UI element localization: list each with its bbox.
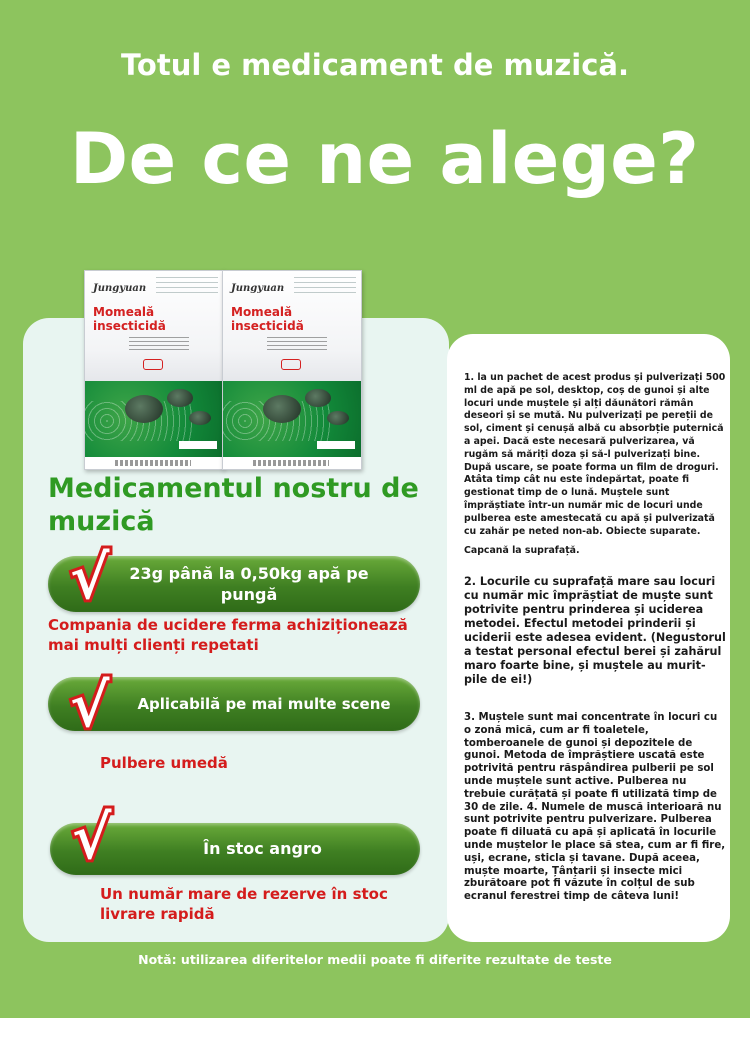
features-title: Medicamentul nostru de muzică [48,473,419,537]
product-package-image [222,270,362,470]
check-mark-icon: √ [72,803,112,873]
package-brand-logo: Jungyuan [93,283,147,294]
instructions-surface-trap-heading: Capcană la suprafață. [464,545,580,556]
check-mark-icon: √ [70,671,110,741]
feature-caption-wet-powder: Pulbere umedă [100,754,228,772]
package-brand-logo: Jungyuan [231,283,285,294]
check-mark-icon: √ [70,543,110,613]
feature-caption-repeat-clients: Compania de ucidere ferma achiziționează mai mulți clienți repetati [48,616,408,654]
fly-icon [327,411,349,425]
package-seal [143,359,163,370]
instructions-paragraph-3: 3. Muștele sunt mai concentrate în locuri cu o zonă mică, cum ar fi toaletele, tomberoanele de gunoi și depozitele de gunoi. Metoda de împrăștiere uscată este potrivită pentru răspândirea pulberii pe sol unde muștele sunt active. Pulberea nu trebuie curățată și poate fi utilizată timp de 30 de zile. 4. Numele de muscă interioară nu sunt potrivite pentru pulverizare. Pulberea poate fi diluată cu apă și aplicată în locurile unde muștelor le place să stea, cum ar fi fire, uși, ecrane, sticla și tavane. După aceea, muște moarte, Țânțarii și insecte mici zburătoare pot fi văzute în colțul de sub ecranul ferestrei timp de câteva luni! [464,712,726,903]
package-fine-print [156,277,218,295]
product-package-image [84,270,224,470]
fly-icon [125,395,163,423]
package-title: Momeală insecticidă [93,305,166,333]
footer-note: Notă: utilizarea diferitelor medii poate fi diferite rezultate de teste [138,952,612,967]
fly-icon [189,411,211,425]
package-fly-artwork [85,381,223,469]
feature-pill-dosage: 23g până la 0,50kg apă pe pungă [48,556,420,612]
instructions-paragraph-2: 2. Locurile cu suprafață mare sau locuri cu număr mic împrăștiat de muște sunt potrivite pentru prinderea și uciderea metodei. Efectul metodei prinderii și uciderii este adesea evident. (Negustorul a testat personal efectul berei și zahărul maro foarte bine, și muștele au murit-pile de ei!) [464,575,726,686]
package-subtitle-lines [129,337,189,351]
instructions-paragraph-1: 1. la un pachet de acest produs și pulverizați 500 ml de apă pe sol, desktop, coș de gunoi și alte locuri unde muștele și alți dăunători rămân deseori și se mută. Nu pulverizați pe pereții de sol, ciment și cenușă albă cu absorbție puternică a apei. Dacă este necesară pulverizarea, vă rugăm să măriți doza și să-l pulverizați bine. După uscare, se poate forma un film de droguri. Atâta timp cât nu este îndepărtat, poate fi gestionat timp de o lună. Muștele sunt împrăștiate într-un număr mic de locuri unde pulberea este amestecată cu apă și pulverizată cu zahăr pe neted non-ab. Obiecte suparate. [464,372,726,537]
feature-pill-stock: În stoc angro [50,823,420,875]
package-fine-print [294,277,356,295]
headline: De ce ne alege? [70,118,700,200]
package-fly-artwork [223,381,361,469]
fly-icon [167,389,193,407]
package-title: Momeală insecticidă [231,305,304,333]
package-subtitle-lines [267,337,327,351]
package-manufacturer-line [115,460,191,466]
fly-icon [305,389,331,407]
feature-pill-scenes: Aplicabilă pe mai multe scene [48,677,420,731]
bottom-white-band [0,1018,750,1051]
package-seal [281,359,301,370]
feature-caption-fast-delivery: Un număr mare de rezerve în stoc livrare rapidă [100,885,388,923]
fly-icon [263,395,301,423]
tagline: Totul e medicament de muzică. [121,48,629,82]
package-net-weight-box [317,441,355,449]
package-net-weight-box [179,441,217,449]
package-manufacturer-line [253,460,329,466]
